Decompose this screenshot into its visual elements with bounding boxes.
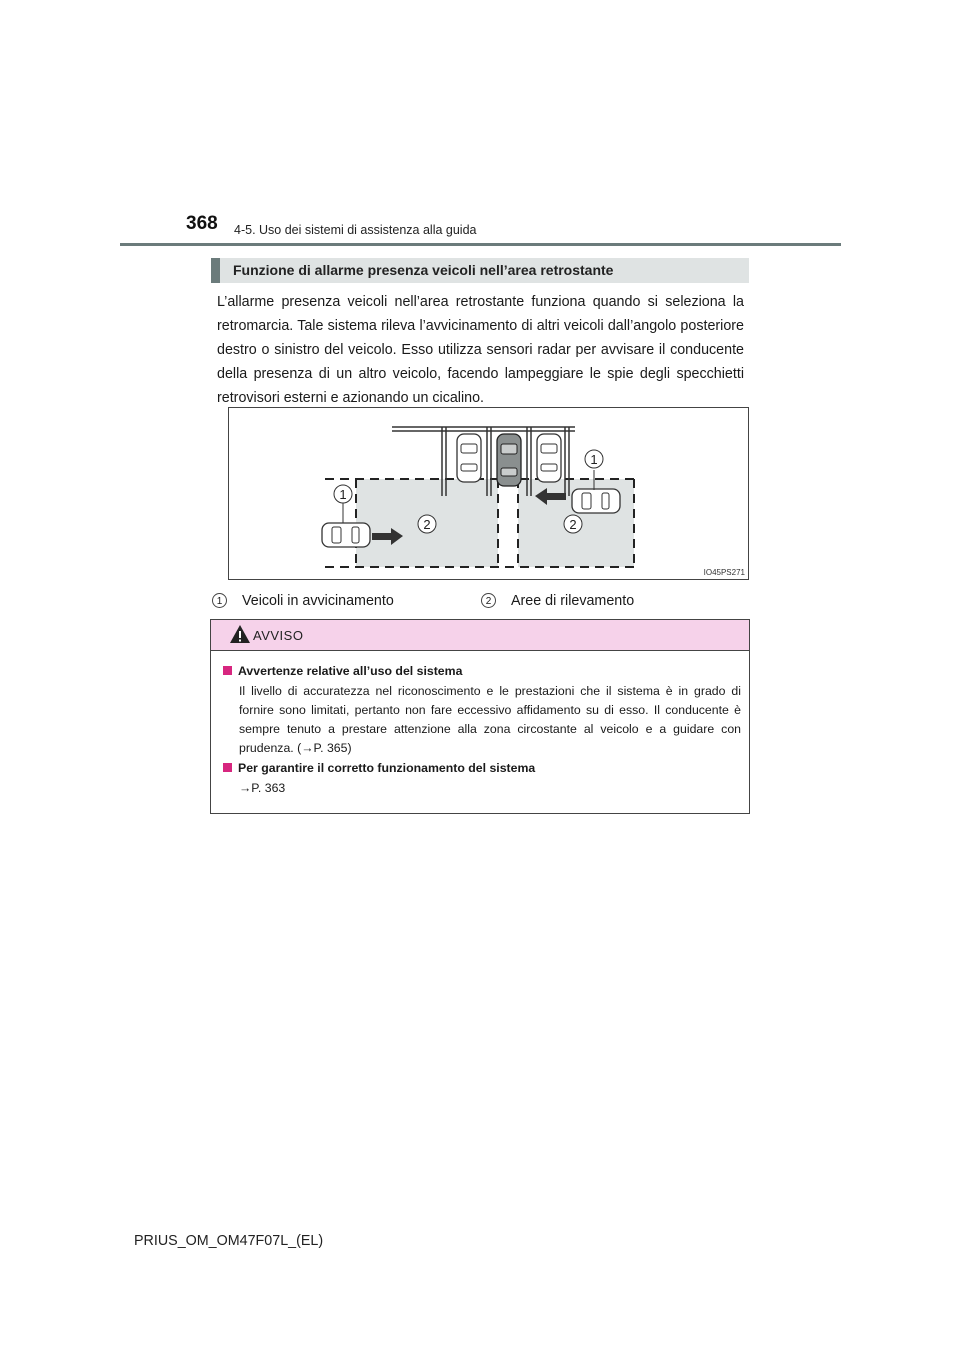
svg-text:1: 1 xyxy=(590,452,598,467)
approaching-car-left xyxy=(322,523,370,547)
warning-box xyxy=(210,619,750,814)
bullet-square-icon xyxy=(223,763,232,772)
approaching-car-right xyxy=(572,489,620,513)
callout-2-left xyxy=(418,515,436,533)
section-label: 4-5. Uso dei sistemi di assistenza alla guida xyxy=(234,223,477,237)
section-title: Funzione di allarme presenza veicoli nell’area retrostante xyxy=(233,262,614,278)
diagram-svg xyxy=(229,408,748,579)
footer-doc-code: PRIUS_OM_OM47F07L_(EL) xyxy=(134,1233,324,1249)
warning-title: AVVISO xyxy=(253,628,304,643)
svg-text:2: 2 xyxy=(569,517,577,532)
legend-number: 1 xyxy=(212,593,227,608)
warning-item-body: →P. 363 xyxy=(239,781,286,795)
warning-triangle-icon xyxy=(229,624,251,644)
parked-car-1 xyxy=(457,434,481,482)
figure-code: IO45PS271 xyxy=(703,568,745,577)
warning-item-title: Per garantire il corretto funzionamento del sistema xyxy=(223,761,535,775)
warning-item-body: Il livello di accuratezza nel riconoscimento e le prestazioni che il sistema è in grado di fornire sono limitati, pertanto non fare eccessivo affidamento su di esso. Il conducente è sempre tenuto a prestare attenzione alla zona circostante al veicolo e a guidare con prudenza. (→P. 365) xyxy=(239,684,741,755)
warning-header xyxy=(211,620,749,651)
callout-1-left xyxy=(334,485,352,503)
svg-text:2: 2 xyxy=(423,517,431,532)
bullet-square-icon xyxy=(223,666,232,675)
header-divider xyxy=(120,243,841,246)
reversing-car xyxy=(497,434,521,486)
legend-number: 2 xyxy=(481,593,496,608)
legend-text: Veicoli in avvicinamento xyxy=(242,593,394,609)
legend-text: Aree di rilevamento xyxy=(511,593,635,609)
callout-2-right xyxy=(564,515,582,533)
intro-paragraph: L’allarme presenza veicoli nell’area retrostante funziona quando si seleziona la retromarcia. Tale sistema rileva l’avvicinamento di altri veicoli dall’angolo posteriore destro o sinistro del veicolo. Esso utilizza sensori radar per avvisare il conducente della presenza di un altro veicolo, facendo lampeggiare le spie degli specchietti retrovisori esterni e azionando un cicalino. xyxy=(217,294,744,406)
callout-1-right xyxy=(585,450,603,468)
svg-text:1: 1 xyxy=(339,487,347,502)
parked-car-2 xyxy=(537,434,561,482)
warning-item-title: Avvertenze relative all’uso del sistema xyxy=(223,664,462,678)
page-number: 368 xyxy=(186,213,218,234)
section-title-bar xyxy=(211,258,749,283)
rear-cross-traffic-diagram xyxy=(228,407,749,580)
